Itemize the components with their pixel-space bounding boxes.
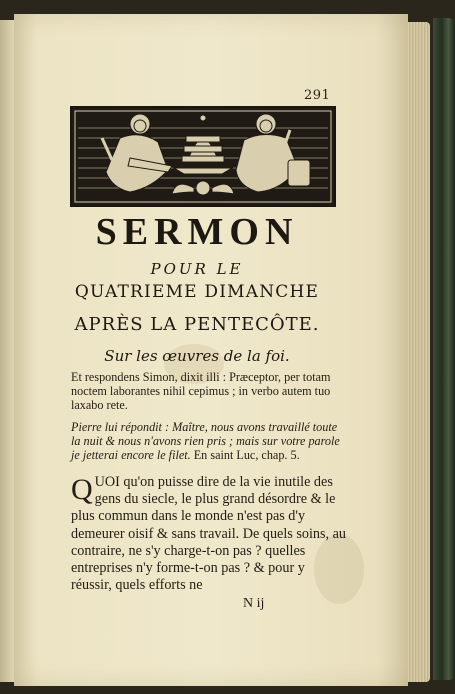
latin-epigraph: Et respondens Simon, dixit illi : Præceptor, per totam noctem laborantes nihil cepimus ; in verbo autem tuo laxabo rete. [71,370,331,412]
title-pour-le: POUR LE [150,260,244,278]
scripture-citation: En saint Luc, chap. 5. [193,448,300,462]
sermon-title: SERMON [95,211,299,253]
signature-mark: N ij [243,596,265,611]
french-epigraph [71,420,347,462]
title-quatrieme-dimanche: QUATRIEME DIMANCHE [74,282,320,302]
sermon-body-paragraph [71,474,347,594]
page-number: 291 [304,88,331,103]
sermon-subject: Sur les œuvres de la foi. [104,347,290,365]
woodcut-illustration [70,106,336,207]
title-apres-pentecote: APRÈS LA PENTECÔTE. [74,314,320,335]
drop-cap: Q [71,473,93,506]
book-cover-edge [433,18,455,680]
french-quote: Pierre lui répondit : Maître, nous avons travaillé toute la nuit & nous n'avons rien pris ; mais sur votre parole je jetterai encore le filet. [71,420,340,462]
book-page [14,14,408,686]
body-text: UOI qu'on puisse dire de la vie inutile des gens du siecle, le plus grand désordre & le plus commun dans le monde n'est pas d'y demeurer oisif & sans travail. De quels soins, au contraire, ne s'y charge-t-on pas ? quelles entreprises n'y forme-t-on pas ? & pour y réussir, quels efforts ne [71,474,347,594]
